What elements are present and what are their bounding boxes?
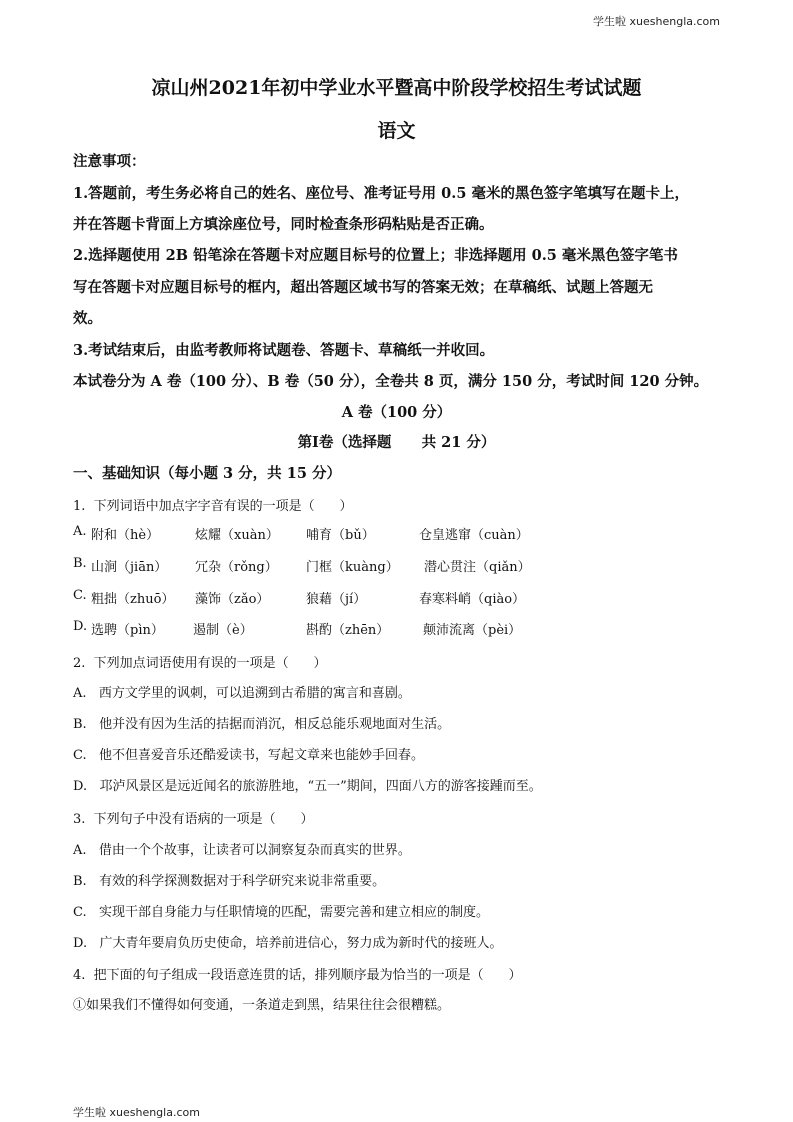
exam-title: 凉山州2021年初中学业水平暨高中阶段学校招生考试试题	[151, 77, 642, 99]
notice-heading: 注意事项：	[73, 153, 146, 170]
notice-line-2b: 写在答题卡对应题目标号的框内，超出答题区域书写的答案无效；在草稿纸、试题上答题无	[73, 279, 653, 296]
header-site-label: 学生啦 xueshengla.com	[593, 15, 720, 28]
q1-option-c-word-1: 粗拙（zhuō）	[91, 592, 175, 607]
notice-line-4: 本试卷分为 A 卷（100 分）、B 卷（50 分），全卷共 8 页，满分 150 分，考试时间 120 分钟。	[73, 373, 709, 390]
q2-option-c: C. 他不但喜爱音乐还酷爱读书，写起文章来也能妙手回春。	[73, 748, 425, 763]
q2-option-d: D. 邛泸风景区是远近闻名的旅游胜地，“五一”期间，四面八方的游客接踵而至。	[73, 779, 542, 794]
q1-option-c-label: C.	[73, 588, 87, 603]
notice-line-2a: 2.选择题使用 2B 铅笔涂在答题卡对应题目标号的位置上；非选择题用 0.5 毫米黑色签字笔书	[73, 247, 678, 264]
q1-option-c-word-2: 藻饰（zǎo）	[195, 592, 270, 607]
q1-option-b-word-3: 门框（kuàng）	[306, 560, 399, 575]
notice-line-1a: 1.答题前，考生务必将自己的姓名、座位号、准考证号用 0.5 毫米的黑色签字笔填写在题卡上，	[73, 185, 689, 202]
q3-stem: 3. 下列句子中没有语病的一项是（ ）	[73, 812, 314, 827]
subject-title: 语文	[377, 120, 416, 142]
q4-item-1: ①如果我们不懂得如何变通，一条道走到黑，结果往往会很糟糕。	[73, 998, 451, 1013]
notice-line-2c: 效。	[73, 310, 102, 327]
q1-option-c-word-3: 狼藉（jí）	[306, 592, 367, 607]
q1-option-a-word-1: 附和（hè）	[91, 528, 160, 543]
section1-heading: 一、基础知识（每小题 3 分，共 15 分）	[73, 465, 341, 482]
q3-option-a: A. 借由一个个故事，让读者可以洞察复杂而真实的世界。	[73, 843, 411, 858]
paper-a-heading: A 卷（100 分）	[341, 404, 452, 421]
q3-option-c: C. 实现干部自身能力与任职情境的匹配，需要完善和建立相应的制度。	[73, 905, 490, 920]
q1-option-d-word-4: 颠沛流离（pèi）	[423, 623, 522, 638]
q4-stem: 4. 把下面的句子组成一段语意连贯的话，排列顺序最为恰当的一项是（ ）	[73, 968, 522, 983]
q1-option-b-label: B.	[73, 556, 87, 571]
q1-option-d-word-1: 选聘（pìn）	[91, 623, 164, 638]
q1-option-d-word-2: 遏制（è）	[193, 623, 253, 638]
q1-option-b-word-1: 山涧（jiān）	[91, 560, 168, 575]
q1-option-b-word-4: 潜心贯注（qiǎn）	[424, 560, 531, 575]
q2-option-b: B. 他并没有因为生活的拮据而消沉，相反总能乐观地面对生活。	[73, 717, 451, 732]
q1-option-d-word-3: 斟酌（zhēn）	[306, 623, 390, 638]
q1-option-b-word-2: 冗杂（rǒng）	[195, 560, 278, 575]
q2-option-a: A. 西方文学里的讽刺，可以追溯到古希腊的寓言和喜剧。	[73, 686, 411, 701]
q1-stem: 1. 下列词语中加点字字音有误的一项是（ ）	[73, 499, 353, 514]
q3-option-d: D. 广大青年要肩负历史使命，培养前进信心，努力成为新时代的接班人。	[73, 936, 503, 951]
part1-heading: 第Ⅰ卷（选择题 共 21 分）	[297, 434, 496, 451]
q1-option-a-word-3: 哺育（bǔ）	[306, 528, 375, 543]
q3-option-b: B. 有效的科学探测数据对于科学研究来说非常重要。	[73, 874, 386, 889]
footer-site-label: 学生啦 xueshengla.com	[73, 1106, 200, 1119]
q1-option-a-word-2: 炫耀（xuàn）	[195, 528, 279, 543]
notice-line-3: 3.考试结束后，由监考教师将试题卷、答题卡、草稿纸一并收回。	[73, 342, 495, 359]
q1-option-d-label: D.	[73, 619, 88, 634]
q1-option-a-word-4: 仓皇逃窜（cuàn）	[419, 528, 529, 543]
q1-option-c-word-4: 春寒料峭（qiào）	[419, 592, 526, 607]
q2-stem: 2. 下列加点词语使用有误的一项是（ ）	[73, 656, 327, 671]
q1-option-a-label: A.	[73, 524, 87, 539]
notice-line-1b: 并在答题卡背面上方填涂座位号，同时检查条形码粘贴是否正确。	[73, 216, 494, 233]
